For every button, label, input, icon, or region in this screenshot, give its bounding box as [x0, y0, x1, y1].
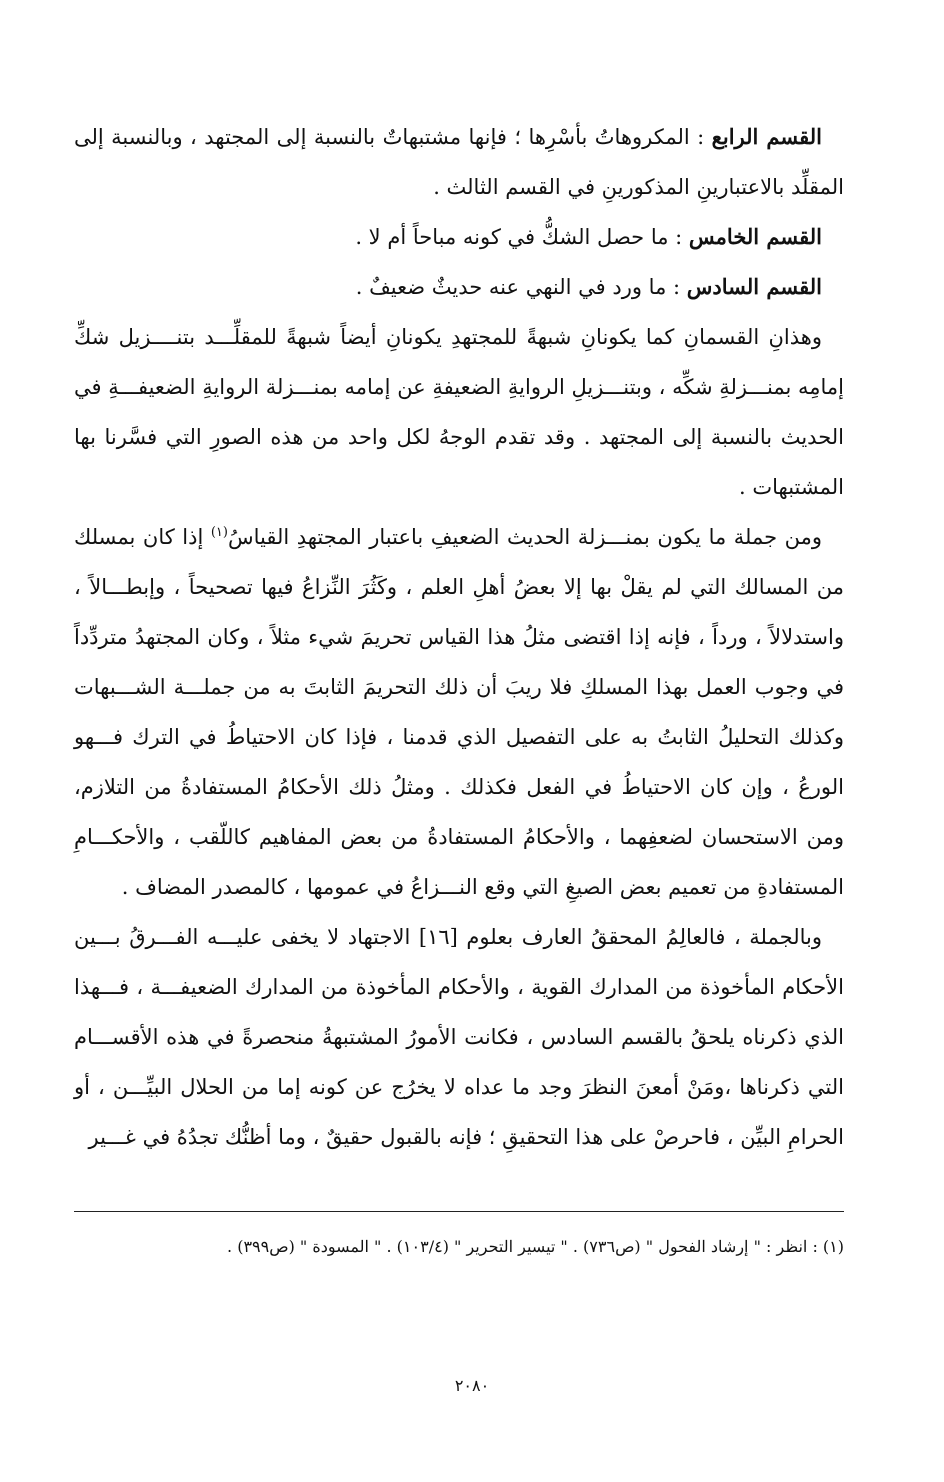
section-heading-term: القسم الرابع: [711, 124, 822, 149]
page-number: ٢٠٨٠: [454, 1376, 490, 1395]
paragraph-text: : ما حصل الشكُّ في كونه مباحاً أم لا .: [355, 225, 689, 249]
paragraph-text: : ما ورد في النهي عنه حديثٌ ضعيفٌ .: [355, 275, 687, 299]
paragraph-text: إذا كان بمسلك من المسالك التي لم يقلْ بها إلا بعضُ أهلِ العلم ، وكَثُرَ النِّزاعُ فيها تصحيحاً ، وإبطـــالاً ، واستدلالاً ، ورداً ، فإنه إذا اقتضى مثلُ هذا القياس تحريمَ شيء مثلاً ، وكان المجتهدُ متردِّداً في وجوب العمل بهذا المسلكِ فلا ريبَ أن ذلك التحريمَ الثابتَ به من جملـــة الشـــبهات وكذلك التحليلُ الثابتُ به على التفصيل الذي قدمنا ، فإذا كان الاحتياطُ في الترك فـــهو الورعُ ، وإن كان الاحتياطُ في الفعل فكذلك . ومثلُ ذلك الأحكامُ المستفادةُ من التلازم، ومن الاستحسان لضعفِهما ، والأحكامُ المستفادةُ من بعض المفاهيم كاللّقب ، والأحكـــامِ المستفادةِ من تعميم بعض الصيغِ التي وقع النـــزاعُ في عمومها ، كالمصدر المضاف .: [74, 525, 844, 899]
paragraph-text: ومن جملة ما يكون بمنـــزلة الحديث الضعيفِ باعتبار المجتهدِ القياسُ: [227, 525, 823, 549]
paragraph-section-four: [74, 112, 844, 212]
body-text: [74, 112, 844, 1162]
paragraph-text: : المكروهاتُ بأسْرِها ؛ فإنها مشتبهاتٌ بالنسبة إلى المجتهد ، وبالنسبة إلى المقلِّد بالاعتبارينِ المذكورينِ في القسم الثالث .: [74, 125, 844, 199]
paragraph-analogy: [74, 512, 844, 912]
footnote: (١) : انظر : " إرشاد الفحول " (ص٧٣٦) . " تيسير التحرير " (١٠٣/٤) . " المسودة " (ص٣٩٩) .: [227, 1237, 844, 1256]
footnote-divider: [74, 1211, 844, 1212]
paragraph-section-five: [74, 212, 844, 262]
paragraph-section-six: [74, 262, 844, 312]
section-heading-term: القسم السادس: [686, 274, 822, 299]
footnote-reference[interactable]: (١): [210, 525, 228, 540]
section-heading-term: القسم الخامس: [688, 224, 822, 249]
paragraph-two-sections: وهذانِ القسمانِ كما يكونانِ شبهةً للمجتهدِ يكونانِ أيضاً شبهةً للمقلِّـــد بتنــــزيل شكِّ إمامِه بمنـــزلةِ شكِّه ، وبتنـــزيلِ الروايةِ الضعيفةِ عن إمامه بمنـــزلة الروايةِ الضعيفـــةِ في الحديث بالنسبة إلى المجتهد . وقد تقدم الوجهُ لكل واحد من هذه الصورِ التي فسَّرنا بها المشتبهات .: [74, 325, 844, 499]
paragraph-conclusion: وبالجملة ، فالعالِمُ المحققُ العارف بعلوم [١٦] الاجتهاد لا يخفى عليـــه الفـــرقُ بـــين الأحكام المأخوذة من المدارك القوية ، والأحكام المأخوذة من المدارك الضعيفـــة ، فـــهذا الذي ذكرناه يلحقُ بالقسم السادس ، فكانت الأمورُ المشتبهةُ منحصرةً في هذه الأقســـام التي ذكرناها ،ومَنْ أمعنَ النظرَ وجد ما عداه لا يخرُج عن كونه إما من الحلال البيِّـــن ، أو الحرامِ البيِّن ، فاحرصْ على هذا التحقيقِ ؛ فإنه بالقبول حقيقٌ ، وما أظنُّك تجدُهُ في غـــير: [74, 925, 844, 1149]
